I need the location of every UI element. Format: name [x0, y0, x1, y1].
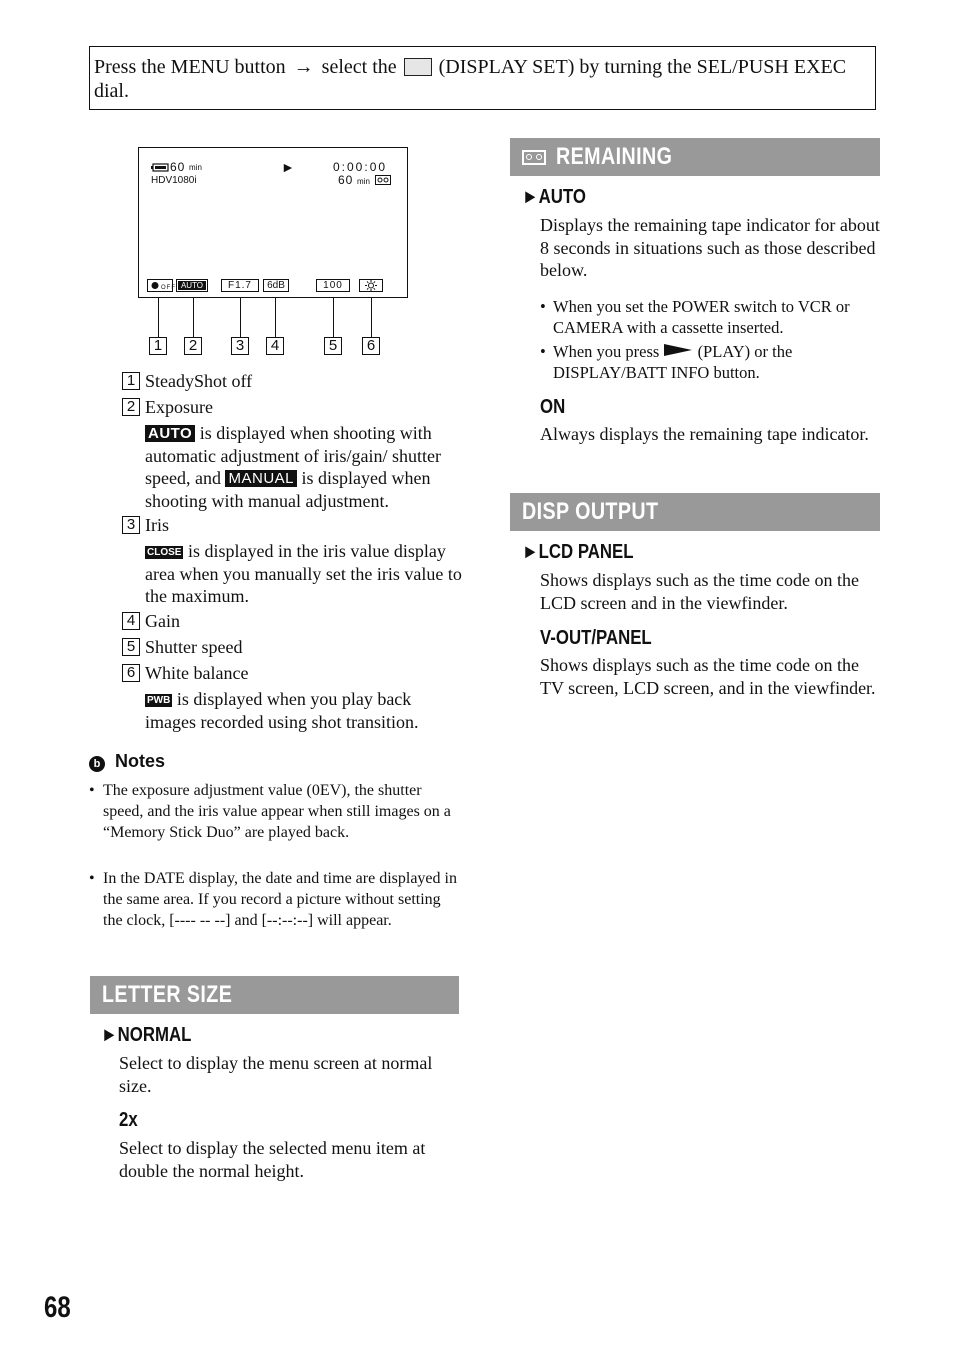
leader-line-5 — [333, 297, 334, 337]
leader-line-4 — [275, 297, 276, 337]
tape-remaining: 60 — [338, 173, 354, 187]
battery-unit: min — [189, 163, 202, 172]
callout-3: 3 — [231, 337, 249, 355]
callout-5: 5 — [324, 337, 342, 355]
item-label-shutter: Shutter speed — [145, 637, 243, 657]
option-on-desc: Always displays the remaining tape indicator. — [540, 424, 869, 444]
gain-value: 6dB — [263, 279, 289, 292]
callout-1: 1 — [149, 337, 167, 355]
item-number: 3 — [122, 516, 140, 534]
option-lcd-panel: ►LCD PANEL — [522, 541, 634, 563]
play-icon: ► — [281, 159, 295, 175]
option-normal: ►NORMAL — [101, 1024, 192, 1046]
option-v-out-panel-desc: Shows displays such as the time code on the TV screen, LCD screen, and in the viewfinder. — [540, 655, 876, 698]
leader-line-3 — [240, 297, 241, 337]
bullet-item: • When you press (PLAY) or the DISPLAY/BATT INFO button. — [540, 341, 880, 383]
iris-value: F1.7 — [221, 279, 259, 292]
callout-4: 4 — [266, 337, 284, 355]
item-number: 2 — [122, 398, 140, 416]
item-label-white-balance: White balance — [145, 663, 249, 683]
notes-icon: b — [89, 756, 105, 772]
leader-line-6 — [371, 297, 372, 337]
option-auto-desc: Displays the remaining tape indicator for about 8 seconds in situations such as those described below. — [540, 215, 880, 280]
instruction-text-mid: select the — [321, 56, 397, 78]
option-normal-desc: Select to display the menu screen at normal size. — [119, 1053, 433, 1096]
option-v-out-panel: V-OUT/PANEL — [540, 627, 652, 649]
item-number: 4 — [122, 612, 140, 630]
tape-unit: min — [357, 177, 370, 186]
instruction-text-after: (DISPLAY SET) by turning the SEL/PUSH EXEC dial. — [94, 56, 847, 102]
leader-line-1 — [158, 297, 159, 337]
item-label-iris: Iris — [145, 515, 169, 535]
exposure-description: AUTO is displayed when shooting with automatic adjustment of iris/gain/ shutter speed, and MANUAL is displayed when shooting with manual adjustment. — [145, 423, 441, 511]
battery-remaining: 60 — [170, 160, 186, 174]
option-on: ON — [540, 396, 566, 418]
item-label-exposure: Exposure — [145, 397, 213, 417]
option-lcd-panel-desc: Shows displays such as the time code on the LCD screen and in the viewfinder. — [540, 570, 859, 613]
item-label-steadyshot: SteadyShot off — [145, 371, 253, 391]
page-number: 68 — [44, 1291, 71, 1324]
iris-description: CLOSE is displayed in the iris value display area when you manually set the iris value to the maximum. — [145, 541, 462, 606]
shutter-speed-value: 100 — [316, 279, 350, 292]
recording-format: HDV1080i — [151, 175, 197, 186]
item-number: 1 — [122, 372, 140, 390]
close-badge: CLOSE — [147, 547, 182, 558]
item-number: 5 — [122, 638, 140, 656]
timecode: 0:00:00 — [333, 160, 388, 174]
pwb-badge: PWB — [147, 695, 171, 706]
arrow-right-icon: → — [293, 56, 314, 78]
white-balance-icon — [359, 279, 383, 292]
remaining-header: REMAINING — [510, 138, 880, 176]
exposure-auto-icon: AUTO — [176, 279, 208, 292]
steadyshot-off-icon — [147, 279, 176, 292]
option-2x: 2x — [119, 1109, 138, 1131]
callout-2: 2 — [184, 337, 202, 355]
notes-heading: b Notes — [89, 750, 165, 772]
disp-output-header: DISP OUTPUT — [510, 493, 880, 531]
callout-6: 6 — [362, 337, 380, 355]
manual-badge: MANUAL — [225, 470, 297, 487]
auto-badge: AUTO — [145, 425, 195, 442]
note-item: • In the DATE display, the date and time are displayed in the same area. If you record a picture without setting the clock, [---- -- --] and [--:--:--] will appear. — [89, 868, 459, 932]
lcd-screen-diagram — [138, 147, 408, 298]
play-icon — [663, 343, 693, 357]
letter-size-header: LETTER SIZE — [90, 976, 459, 1014]
tape-icon — [522, 150, 546, 165]
option-2x-desc: Select to display the selected menu item at double the normal height. — [119, 1138, 426, 1181]
note-item: • The exposure adjustment value (0EV), the shutter speed, and the iris value appear when still images on a “Memory Stick Duo” are played back. — [89, 780, 459, 844]
bullet-item: • When you set the POWER switch to VCR or CAMERA with a cassette inserted. — [540, 296, 880, 338]
instruction-box — [89, 46, 876, 110]
svg-text:OFF: OFF — [161, 285, 176, 291]
item-label-gain: Gain — [145, 611, 180, 631]
battery-icon — [151, 163, 169, 172]
leader-line-2 — [193, 297, 194, 337]
display-set-icon — [404, 58, 432, 76]
white-balance-description: PWB is displayed when you play back images recorded using shot transition. — [145, 689, 419, 732]
tape-icon — [375, 175, 391, 185]
item-number: 6 — [122, 664, 140, 682]
option-auto: ►AUTO — [522, 186, 586, 208]
instruction-text-before: Press the MENU button — [94, 56, 286, 78]
